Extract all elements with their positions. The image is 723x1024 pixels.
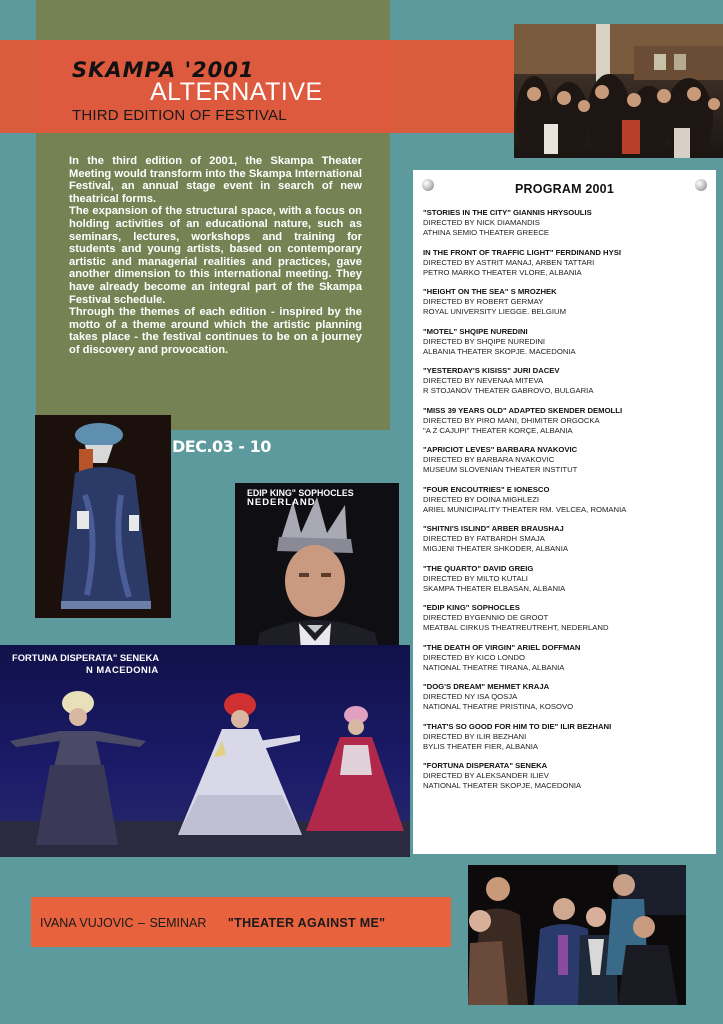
program-entry-title: "THAT'S SO GOOD FOR HIM TO DIE" ILIR BEZHANI — [423, 721, 612, 731]
program-entry — [423, 643, 706, 673]
program-entry-title: "APRICIOT LEVES" BARBARA NVAKOVIC — [423, 445, 578, 454]
fortuna-photo-image — [0, 645, 410, 857]
program-entry-detail: MEATBAL CIRKUS THEATREUTREHT, NEDERLAND — [423, 623, 609, 632]
program-entry-detail: DIRECTED BY FATBARDH SMAJA — [423, 534, 545, 543]
crowd-photo — [514, 24, 723, 158]
program-entry-title: IN THE FRONT OF TRAFFIC LIGHT" FERDINAND HYSI — [423, 247, 621, 257]
program-entry-detail: DIRECTED BY ALEKSANDER ILIEV — [423, 771, 549, 780]
intro-panel — [36, 133, 390, 430]
title-box — [36, 40, 390, 133]
seminar-group-photo-image — [468, 865, 686, 1005]
program-entry — [423, 327, 706, 357]
program-list — [423, 208, 706, 791]
program-entry — [423, 287, 706, 317]
program-entry — [423, 406, 706, 436]
program-entry — [423, 366, 706, 396]
program-entry-detail: DIRECTED BY ASTRIT MANAJ, ARBEN TATTARI — [423, 257, 595, 267]
program-entry — [423, 208, 706, 238]
program-entry-detail: DIRECTED BY NEVENAA MITEVA — [423, 376, 544, 385]
fortuna-caption — [12, 652, 159, 676]
program-entry-detail: NATIONAL THEATER SKOPJE, MACEDONIA — [423, 781, 582, 790]
page-subtitle: ALTERNATIVE — [150, 78, 323, 106]
header-band-right — [390, 40, 514, 133]
program-entry-detail: DIRECTED NY ISA QOSJA — [423, 692, 518, 701]
pin-icon — [422, 179, 434, 191]
program-entry-detail: ARIEL MUNICIPALITY THEATER RM. VELCEA, ROMANIA — [423, 504, 627, 514]
program-entry-detail: NATIONAL THEATRE TIRANA, ALBANIA — [423, 662, 565, 672]
program-entry-detail: PETRO MARKO THEATER VLORE, ALBANIA — [423, 267, 582, 277]
pin-icon — [695, 179, 707, 191]
program-entry — [423, 761, 706, 791]
program-entry-title: "THE DEATH OF VIRGIN" ARIEL DOFFMAN — [423, 642, 581, 652]
program-entry — [423, 682, 706, 712]
intro-paragraph: In the third edition of 2001, the Skampa Theater Meeting would transform into the Skampa International Festival, an annual stage event in search of new theatrical forms. — [69, 155, 362, 205]
program-entry-detail: DIRECTED BY PIRO MANI, DHIMITER ORGOCKA — [423, 415, 600, 425]
intro-paragraph: The expansion of the structural space, with a focus on holding activities of an educational nature, such as seminars, lectures, workshops and training for students and young artists, based on contemporary artistic and managerial realities and practices, gave another dimension to this international meeting. They have already become an integral part of the Skampa Festival schedule. — [69, 205, 362, 306]
header-band-left — [0, 40, 36, 133]
program-entry-detail: DIRECTED BY NICK DIAMANDIS — [423, 218, 540, 227]
seminar-bar — [31, 897, 451, 947]
fortuna-caption-country: N MACEDONIA — [86, 664, 159, 675]
program-entry-title: "EDIP KING" SOPHOCLES — [423, 603, 520, 612]
fortuna-caption-title: FORTUNA DISPERATA" SENEKA — [12, 652, 159, 663]
program-entry-detail: ATHINA SEMIO THEATER GREECE — [423, 228, 550, 237]
program-entry-detail: DIRECTED BY KICO LONDO — [423, 652, 525, 662]
seminar-speaker: IVANA VUJOVIC — [40, 916, 134, 930]
program-entry-detail: ROYAL UNIVERSITY LIEGGE. BELGIUM — [423, 307, 566, 316]
program-entry-title: "FOUR ENCOUTRIES" E IONESCO — [423, 484, 550, 494]
page-title: SKAMPA '2001 — [72, 58, 255, 82]
program-entry-title: "THE QUARTO" DAVID GREIG — [423, 563, 534, 573]
seminar-separator: – — [138, 916, 145, 930]
seminar-title: "THEATER AGAINST ME" — [227, 916, 386, 930]
program-entry-title: "MISS 39 YEARS OLD" ADAPTED SKENDER DEMOLLI — [423, 405, 623, 415]
program-entry — [423, 564, 706, 594]
intro-paragraph: Through the themes of each edition - inspired by the motto of a theme around which the artistic planning takes place - the festival continues to be on a journey of discovery and provocation. — [69, 306, 362, 356]
program-entry-title: "STORIES IN THE CITY" GIANNIS HRYSOULIS — [423, 208, 592, 217]
program-entry-detail: "A Z CAJUPI" THEATER KORÇE, ALBANIA — [423, 425, 573, 435]
program-entry-title: "MOTEL" SHQIPE NUREDINI — [423, 326, 528, 336]
program-entry-detail: R STOJANOV THEATER GABROVO, BULGARIA — [423, 386, 594, 395]
program-entry — [423, 445, 706, 475]
program-entry-detail: MUSEUM SLOVENIAN THEATER INSTITUT — [423, 465, 578, 474]
program-entry-detail: DIRECTED BY SHQIPE NUREDINI — [423, 336, 546, 346]
program-entry-detail: ALBANIA THEATER SKOPJE. MACEDONIA — [423, 346, 576, 356]
program-entry — [423, 603, 706, 633]
program-entry-detail: MIGJENI THEATER SHKODER, ALBANIA — [423, 544, 568, 553]
program-entry-detail: DIRECTED BY ILIR BEZHANI — [423, 731, 527, 741]
edip-caption — [247, 488, 354, 508]
crowd-photo-image — [514, 24, 723, 158]
program-entry-title: "FORTUNA DISPERATA" SENEKA — [423, 761, 548, 770]
program-entry-detail: NATIONAL THEATRE PRISTINA, KOSOVO — [423, 702, 574, 711]
program-entry-title: "YESTERDAY'S KISISS" JURI DACEV — [423, 366, 560, 375]
header-top-band — [36, 0, 390, 40]
edip-caption-country: NEDERLAND — [247, 497, 316, 508]
program-entry-detail: DIRECTED BY DOINA MIGHLEZI — [423, 494, 540, 504]
program-entry-detail: DIRECTED BYGENNIO DE GROOT — [423, 613, 549, 622]
program-entry — [423, 524, 706, 554]
seminar-label: SEMINAR — [149, 916, 207, 930]
program-entry — [423, 722, 706, 752]
program-title: PROGRAM 2001 — [515, 182, 614, 196]
program-entry-title: "DOG'S DREAM" MEHMET KRAJA — [423, 682, 550, 691]
festival-date: DEC.03 - 10 — [172, 437, 271, 456]
program-entry-title: "SHITNI'S ISLIND" ARBER BRAUSHAJ — [423, 524, 564, 533]
program-entry-detail: BYLIS THEATER FIER, ALBANIA — [423, 741, 539, 751]
program-entry — [423, 248, 706, 278]
program-entry-detail: DIRECTED BY MILTO KUTALI — [423, 573, 528, 583]
edition-label: THIRD EDITION OF FESTIVAL — [72, 107, 287, 124]
program-entry-detail: DIRECTED BY BARBARA NVAKOVIC — [423, 455, 555, 464]
seminar-group-photo — [468, 865, 686, 1005]
costume-photo — [35, 415, 171, 618]
intro-text — [69, 155, 362, 357]
program-entry-detail: DIRECTED BY ROBERT GERMAY — [423, 297, 544, 306]
costume-photo-image — [35, 415, 171, 618]
edip-caption-title: EDIP KING" SOPHOCLES — [247, 488, 354, 498]
program-entry-detail: SKAMPA THEATER ELBASAN, ALBANIA — [423, 583, 566, 593]
program-panel — [413, 170, 716, 854]
program-entry — [423, 485, 706, 515]
program-entry-title: "HEIGHT ON THE SEA" S MROZHEK — [423, 287, 557, 296]
fortuna-photo — [0, 645, 410, 857]
